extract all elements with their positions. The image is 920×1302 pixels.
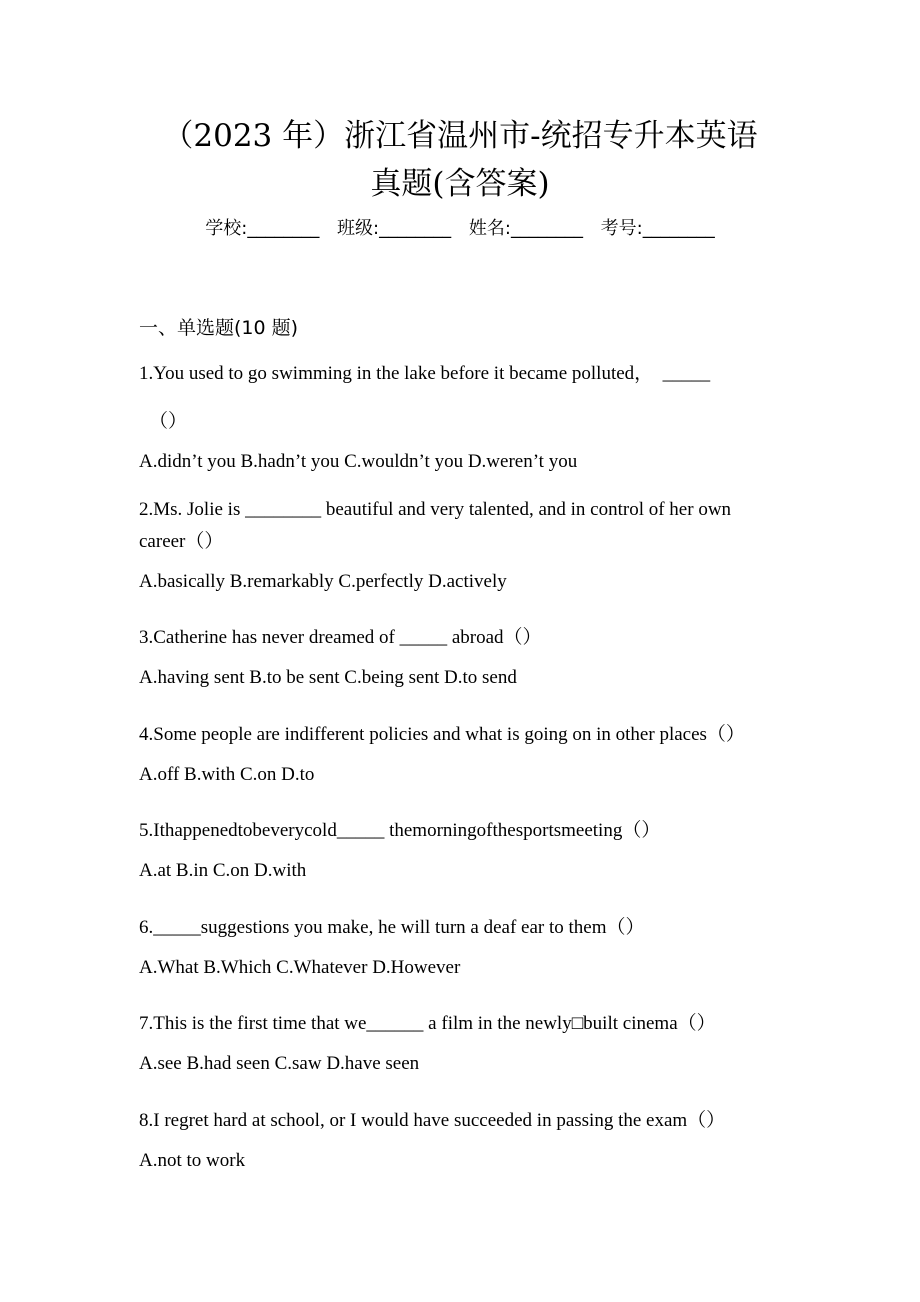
question-6-stem: 6._____suggestions you make, he will turn a deaf ear to them（） bbox=[139, 917, 645, 938]
question-2-stem-line-2: career（） bbox=[139, 531, 224, 552]
section-heading: 一、单选题(10 题) bbox=[139, 317, 299, 339]
question-6-options: A.What B.Which C.Whatever D.However bbox=[139, 957, 461, 978]
question-3-stem: 3.Catherine has never dreamed of _____ abroad（） bbox=[139, 627, 542, 648]
question-7-options: A.see B.had seen C.saw D.have seen bbox=[139, 1053, 420, 1074]
question-2-stem-line-1: 2.Ms. Jolie is ________ beautiful and very talented, and in control of her own bbox=[139, 499, 732, 520]
school-blank: ________ bbox=[247, 218, 320, 239]
question-1-stem-line-1: 1.You used to go swimming in the lake before it became polluted， _____ bbox=[139, 363, 711, 384]
class-field bbox=[337, 218, 451, 239]
question-4-options: A.off B.with C.on D.to bbox=[139, 764, 315, 785]
question-3-options: A.having sent B.to be sent C.being sent D.to send bbox=[139, 667, 517, 688]
question-5-stem: 5.Ithappenedtobeverycold_____ themorningofthesportsmeeting（） bbox=[139, 820, 661, 841]
question-5-options: A.at B.in C.on D.with bbox=[139, 860, 307, 881]
question-1-stem-line-2: （） bbox=[149, 411, 188, 432]
exam-number-field bbox=[601, 218, 715, 239]
exam-number-label: 考号: bbox=[600, 218, 643, 239]
question-1-options: A.didn’t you B.hadn’t you C.wouldn’t you D.weren’t you bbox=[139, 451, 578, 472]
school-label: 学校: bbox=[205, 218, 248, 239]
question-4-stem: 4.Some people are indifferent policies and what is going on in other places（） bbox=[139, 724, 745, 745]
question-8-stem: 8.I regret hard at school, or I would have succeeded in passing the exam（） bbox=[139, 1110, 726, 1131]
school-field bbox=[205, 218, 319, 239]
name-field bbox=[469, 218, 583, 239]
class-label: 班级: bbox=[337, 218, 380, 239]
question-8-options: A.not to work bbox=[139, 1150, 246, 1171]
exam-number-blank: ________ bbox=[642, 218, 715, 239]
document-title-line-1: （2023 年）浙江省温州市-统招专升本英语 bbox=[162, 118, 758, 154]
class-blank: ________ bbox=[379, 218, 452, 239]
student-info-row bbox=[0, 214, 920, 244]
name-blank: ________ bbox=[510, 218, 583, 239]
document-title-line-2: 真题(含答案) bbox=[370, 166, 550, 202]
question-2-options: A.basically B.remarkably C.perfectly D.actively bbox=[139, 571, 507, 592]
question-7-stem: 7.This is the first time that we______ a film in the newly□built cinema（） bbox=[139, 1013, 716, 1034]
name-label: 姓名: bbox=[468, 218, 511, 239]
